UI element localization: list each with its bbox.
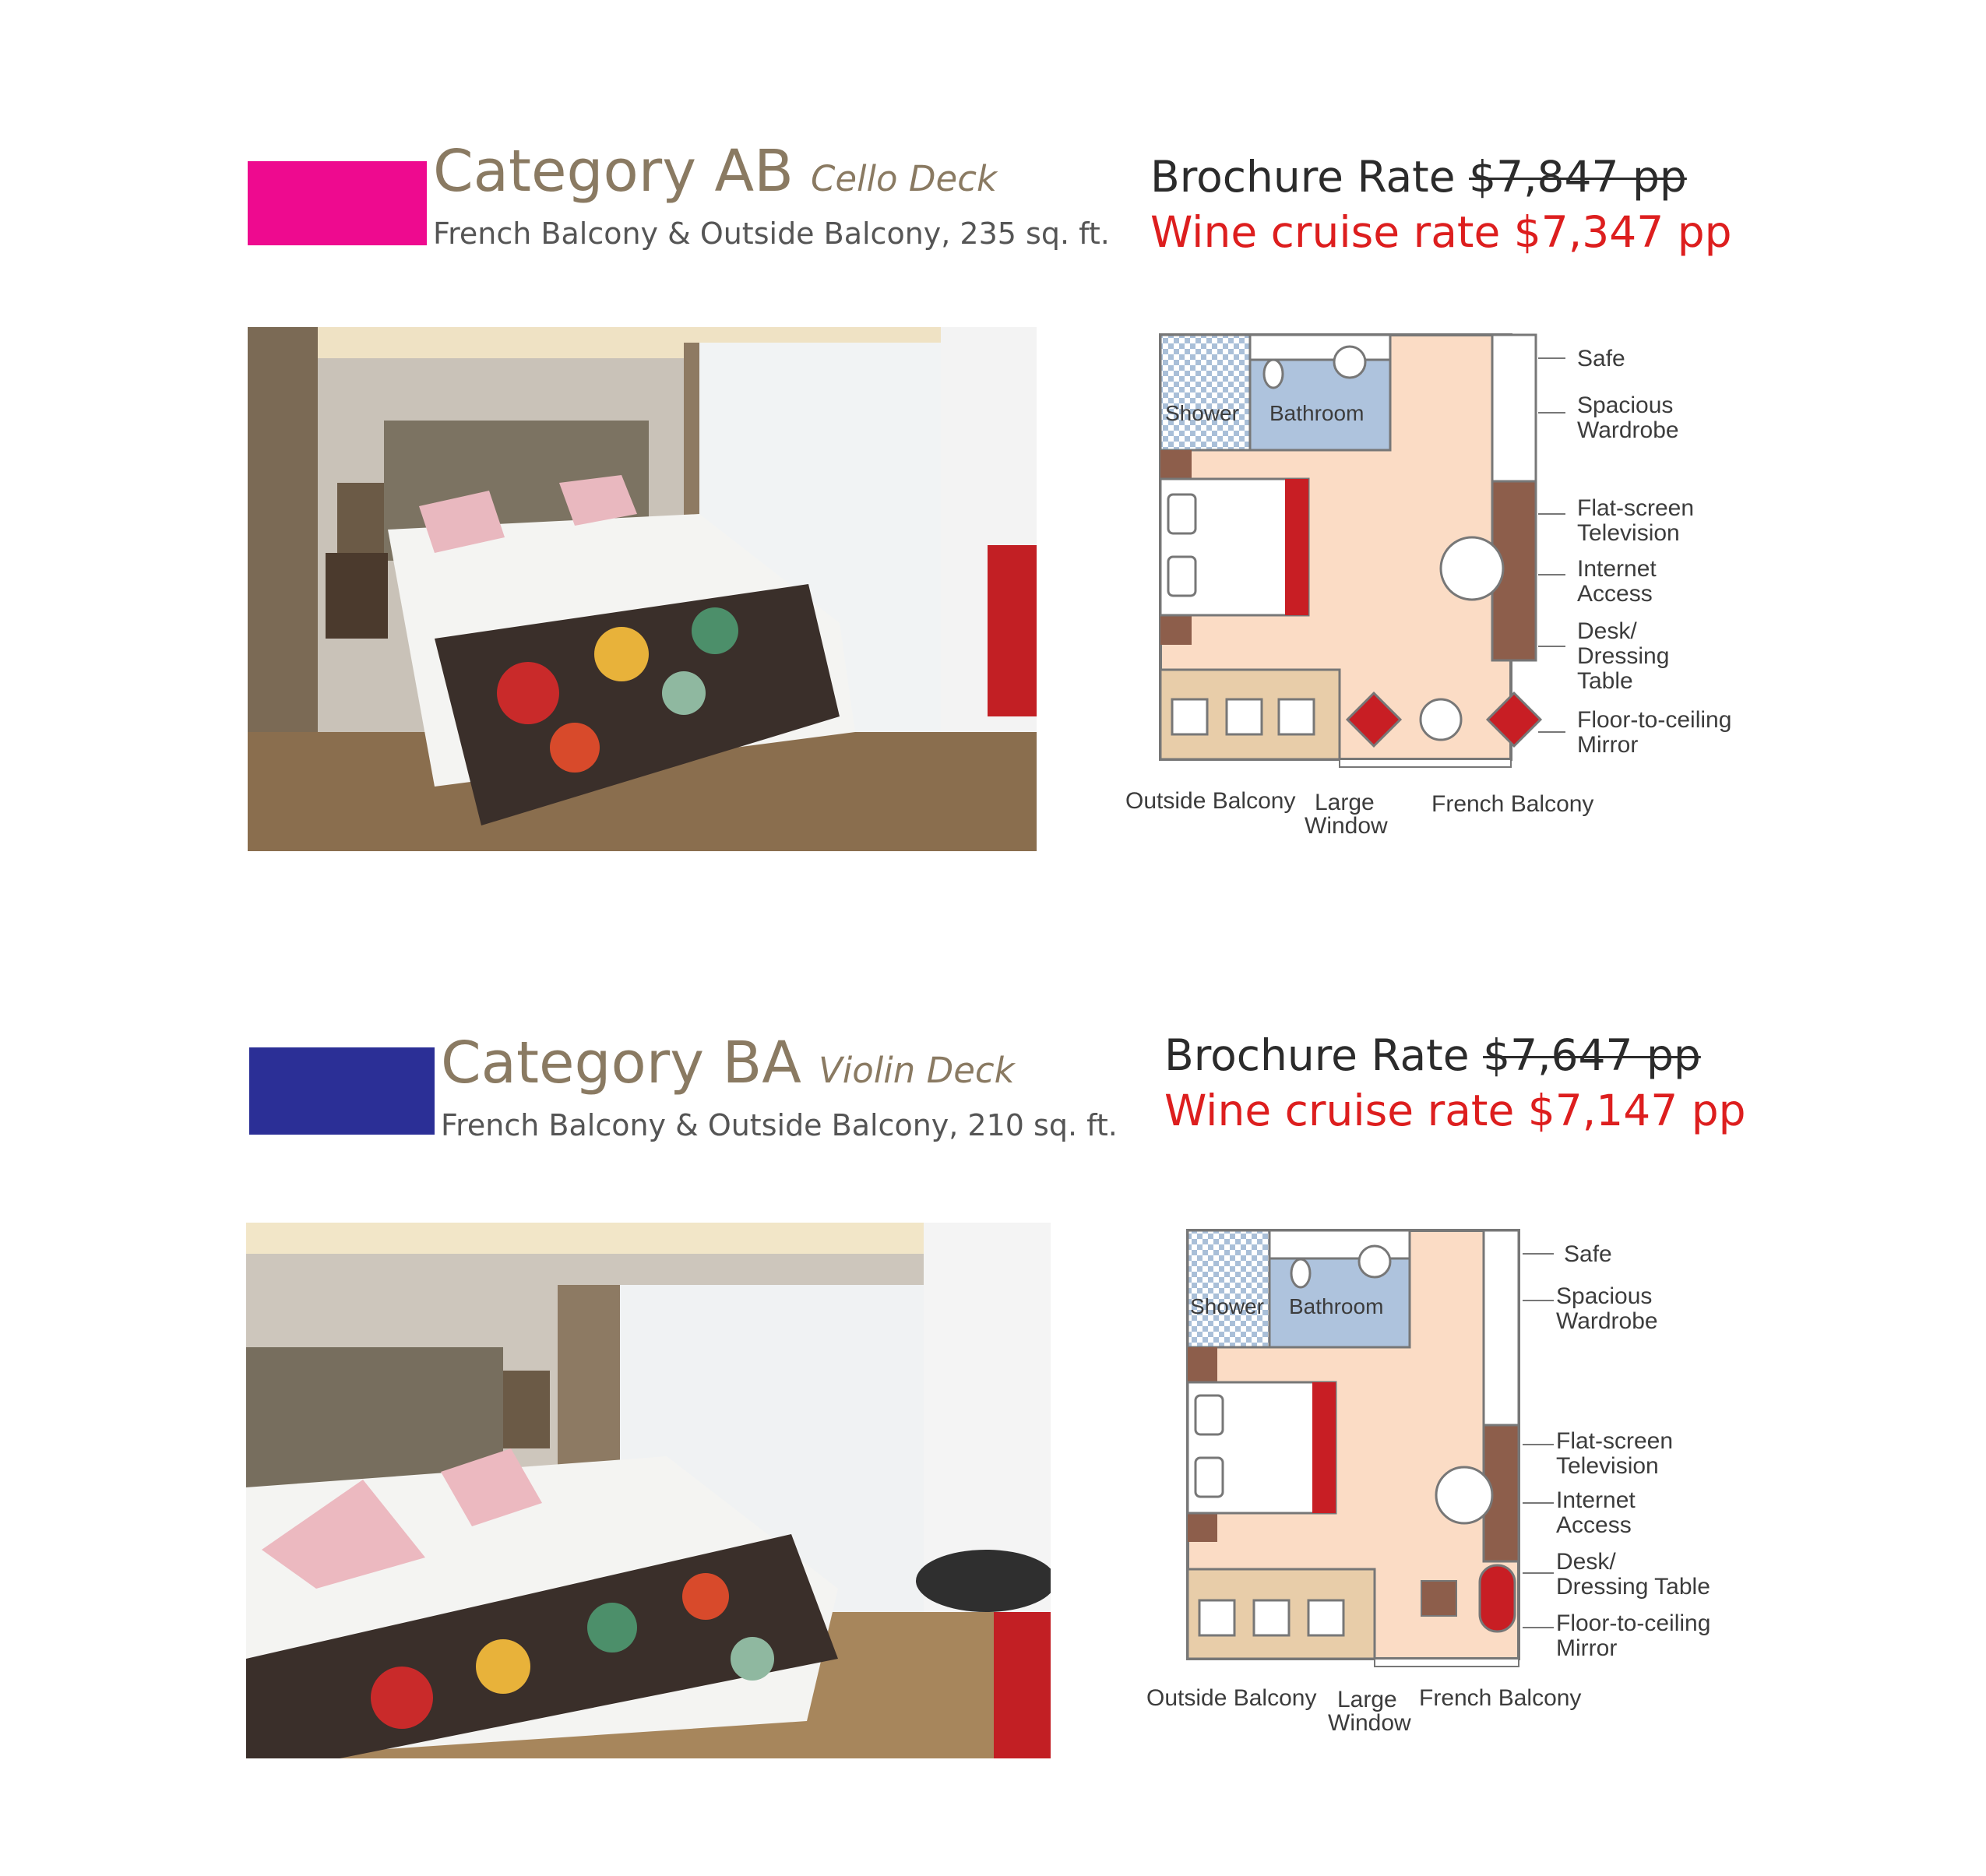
category-ba-color-swatch	[249, 1047, 435, 1135]
category-ab-deck: Cello Deck	[810, 158, 998, 199]
category-ba-deck: Violin Deck	[818, 1050, 1015, 1091]
plan-tv-label-1: Flat-screen	[1556, 1428, 1674, 1454]
brochure-rate-label: Brochure Rate	[1164, 1030, 1470, 1080]
plan-desk-label-1: Desk/	[1556, 1549, 1616, 1575]
category-ba-floor-plan	[1137, 1223, 1760, 1744]
plan-bathroom-label: Bathroom	[1289, 1294, 1384, 1318]
plan-mirror-label-1: Floor-to-ceiling	[1577, 707, 1732, 733]
shower-area	[1188, 1230, 1269, 1347]
category-ab-brochure-rate	[1150, 152, 1687, 202]
plan-mirror-label-2: Mirror	[1577, 732, 1639, 758]
plan-wardrobe-label-2: Wardrobe	[1556, 1308, 1658, 1334]
plan-wardrobe-label-1: Spacious	[1556, 1283, 1653, 1309]
plan-safe-label: Safe	[1564, 1241, 1612, 1267]
brochure-rate-price: $7,647 pp	[1483, 1030, 1701, 1080]
category-ab-color-swatch	[248, 161, 427, 245]
plan-french-balcony-label: French Balcony	[1419, 1685, 1582, 1711]
category-ab-floor-plan	[1114, 327, 1745, 841]
plan-shower-label: Shower	[1165, 401, 1239, 425]
plan-desk-label-3: Table	[1577, 668, 1633, 694]
plan-mirror-label-1: Floor-to-ceiling	[1556, 1610, 1711, 1636]
plan-bathroom-label: Bathroom	[1269, 401, 1364, 425]
category-ab-title: Category AB	[433, 138, 794, 205]
plan-window-label-1: Large	[1337, 1687, 1397, 1712]
plan-window-label-2: Window	[1328, 1710, 1411, 1736]
category-ba-cabin-photo	[246, 1223, 1051, 1758]
category-ab-title-block	[433, 140, 997, 210]
category-ab-wine-rate: Wine cruise rate $7,347 pp	[1150, 207, 1732, 257]
plan-french-balcony-label: French Balcony	[1431, 791, 1594, 817]
category-ab-subtitle: French Balcony & Outside Balcony, 235 sq. ft.	[433, 216, 1110, 251]
category-ab-cabin-photo	[248, 327, 1037, 851]
category-ba-title-block	[441, 1032, 1015, 1102]
shower-area	[1160, 335, 1250, 450]
plan-window-label-2: Window	[1305, 813, 1388, 839]
plan-desk-label-2: Dressing	[1577, 643, 1670, 669]
brochure-rate-price: $7,847 pp	[1469, 152, 1687, 202]
plan-shower-label: Shower	[1190, 1294, 1264, 1318]
plan-outside-balcony-label: Outside Balcony	[1146, 1685, 1317, 1711]
plan-internet-label-1: Internet	[1577, 556, 1657, 582]
plan-window-label-1: Large	[1315, 790, 1375, 815]
plan-tv-label-2: Television	[1577, 520, 1680, 546]
plan-wardrobe-label-2: Wardrobe	[1577, 417, 1679, 443]
category-ba-wine-rate: Wine cruise rate $7,147 pp	[1164, 1086, 1746, 1135]
category-ba-brochure-rate	[1164, 1030, 1701, 1080]
plan-tv-label-2: Television	[1556, 1453, 1659, 1479]
plan-desk-label-1: Desk/	[1577, 618, 1637, 644]
plan-internet-label-1: Internet	[1556, 1487, 1636, 1513]
plan-safe-label: Safe	[1577, 346, 1625, 371]
brochure-rate-label: Brochure Rate	[1150, 152, 1456, 202]
plan-desk-label-2: Dressing Table	[1556, 1574, 1710, 1600]
category-ba-subtitle: French Balcony & Outside Balcony, 210 sq. ft.	[441, 1108, 1118, 1142]
plan-mirror-label-2: Mirror	[1556, 1635, 1618, 1661]
plan-wardrobe-label-1: Spacious	[1577, 392, 1674, 418]
plan-tv-label-1: Flat-screen	[1577, 495, 1695, 521]
category-ba-title: Category BA	[441, 1030, 801, 1096]
plan-internet-label-2: Access	[1556, 1512, 1632, 1538]
plan-internet-label-2: Access	[1577, 581, 1653, 607]
plan-outside-balcony-label: Outside Balcony	[1125, 788, 1296, 814]
